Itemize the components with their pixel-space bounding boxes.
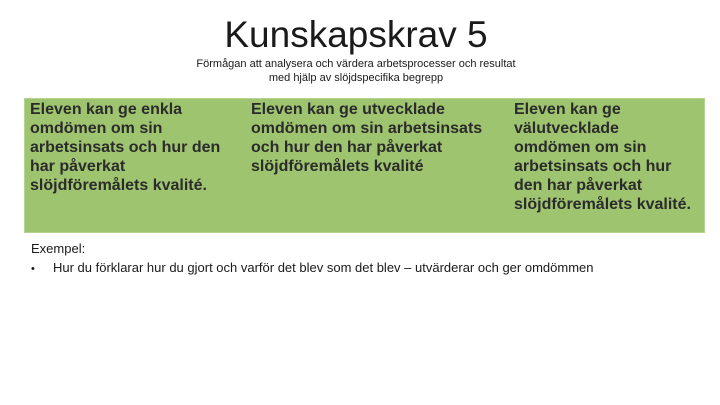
subtitle-line: Förmågan att analysera och värdera arbetsprocesser och resultat: [196, 58, 516, 70]
criterion-line: slöjdföremålets kvalité: [251, 158, 424, 175]
criterion-developed: [251, 100, 482, 176]
criterion-line: arbetsinsats och hur: [514, 158, 672, 175]
criterion-line: den har påverkat: [514, 177, 643, 194]
slide-title: Kunskapskrav 5: [224, 14, 488, 55]
criterion-line: slöjdföremålets kvalité.: [514, 196, 691, 213]
criterion-line: Eleven kan ge enkla: [30, 101, 183, 118]
criterion-line: Eleven kan ge utvecklade: [251, 101, 445, 118]
bullet-icon: •: [31, 263, 35, 275]
example-item: [31, 258, 593, 279]
example-label: Exempel:: [31, 241, 86, 256]
criterion-line: omdömen om sin: [514, 139, 647, 156]
criterion-line: omdömen om sin: [30, 120, 163, 137]
criterion-line: omdömen om sin arbetsinsats: [251, 120, 483, 137]
criterion-line: har påverkat: [30, 158, 126, 175]
criterion-well-developed: [514, 100, 691, 214]
criteria-box: [24, 98, 705, 233]
slide-subtitle: [140, 57, 572, 85]
criterion-line: välutvecklade: [514, 120, 619, 137]
criterion-line: och hur den har påverkat: [251, 139, 443, 156]
subtitle-line: med hjälp av slöjdspecifika begrepp: [268, 72, 444, 84]
criterion-line: arbetsinsats och hur den: [30, 139, 221, 156]
example-item-text: Hur du förklarar hur du gjort och varför det blev som det blev – utvärderar och ger omdömmen: [53, 260, 594, 275]
criterion-line: slöjdföremålets kvalité.: [30, 177, 207, 194]
example-section: [31, 239, 593, 279]
criterion-line: Eleven kan ge: [514, 101, 621, 118]
criterion-basic: [30, 100, 220, 195]
